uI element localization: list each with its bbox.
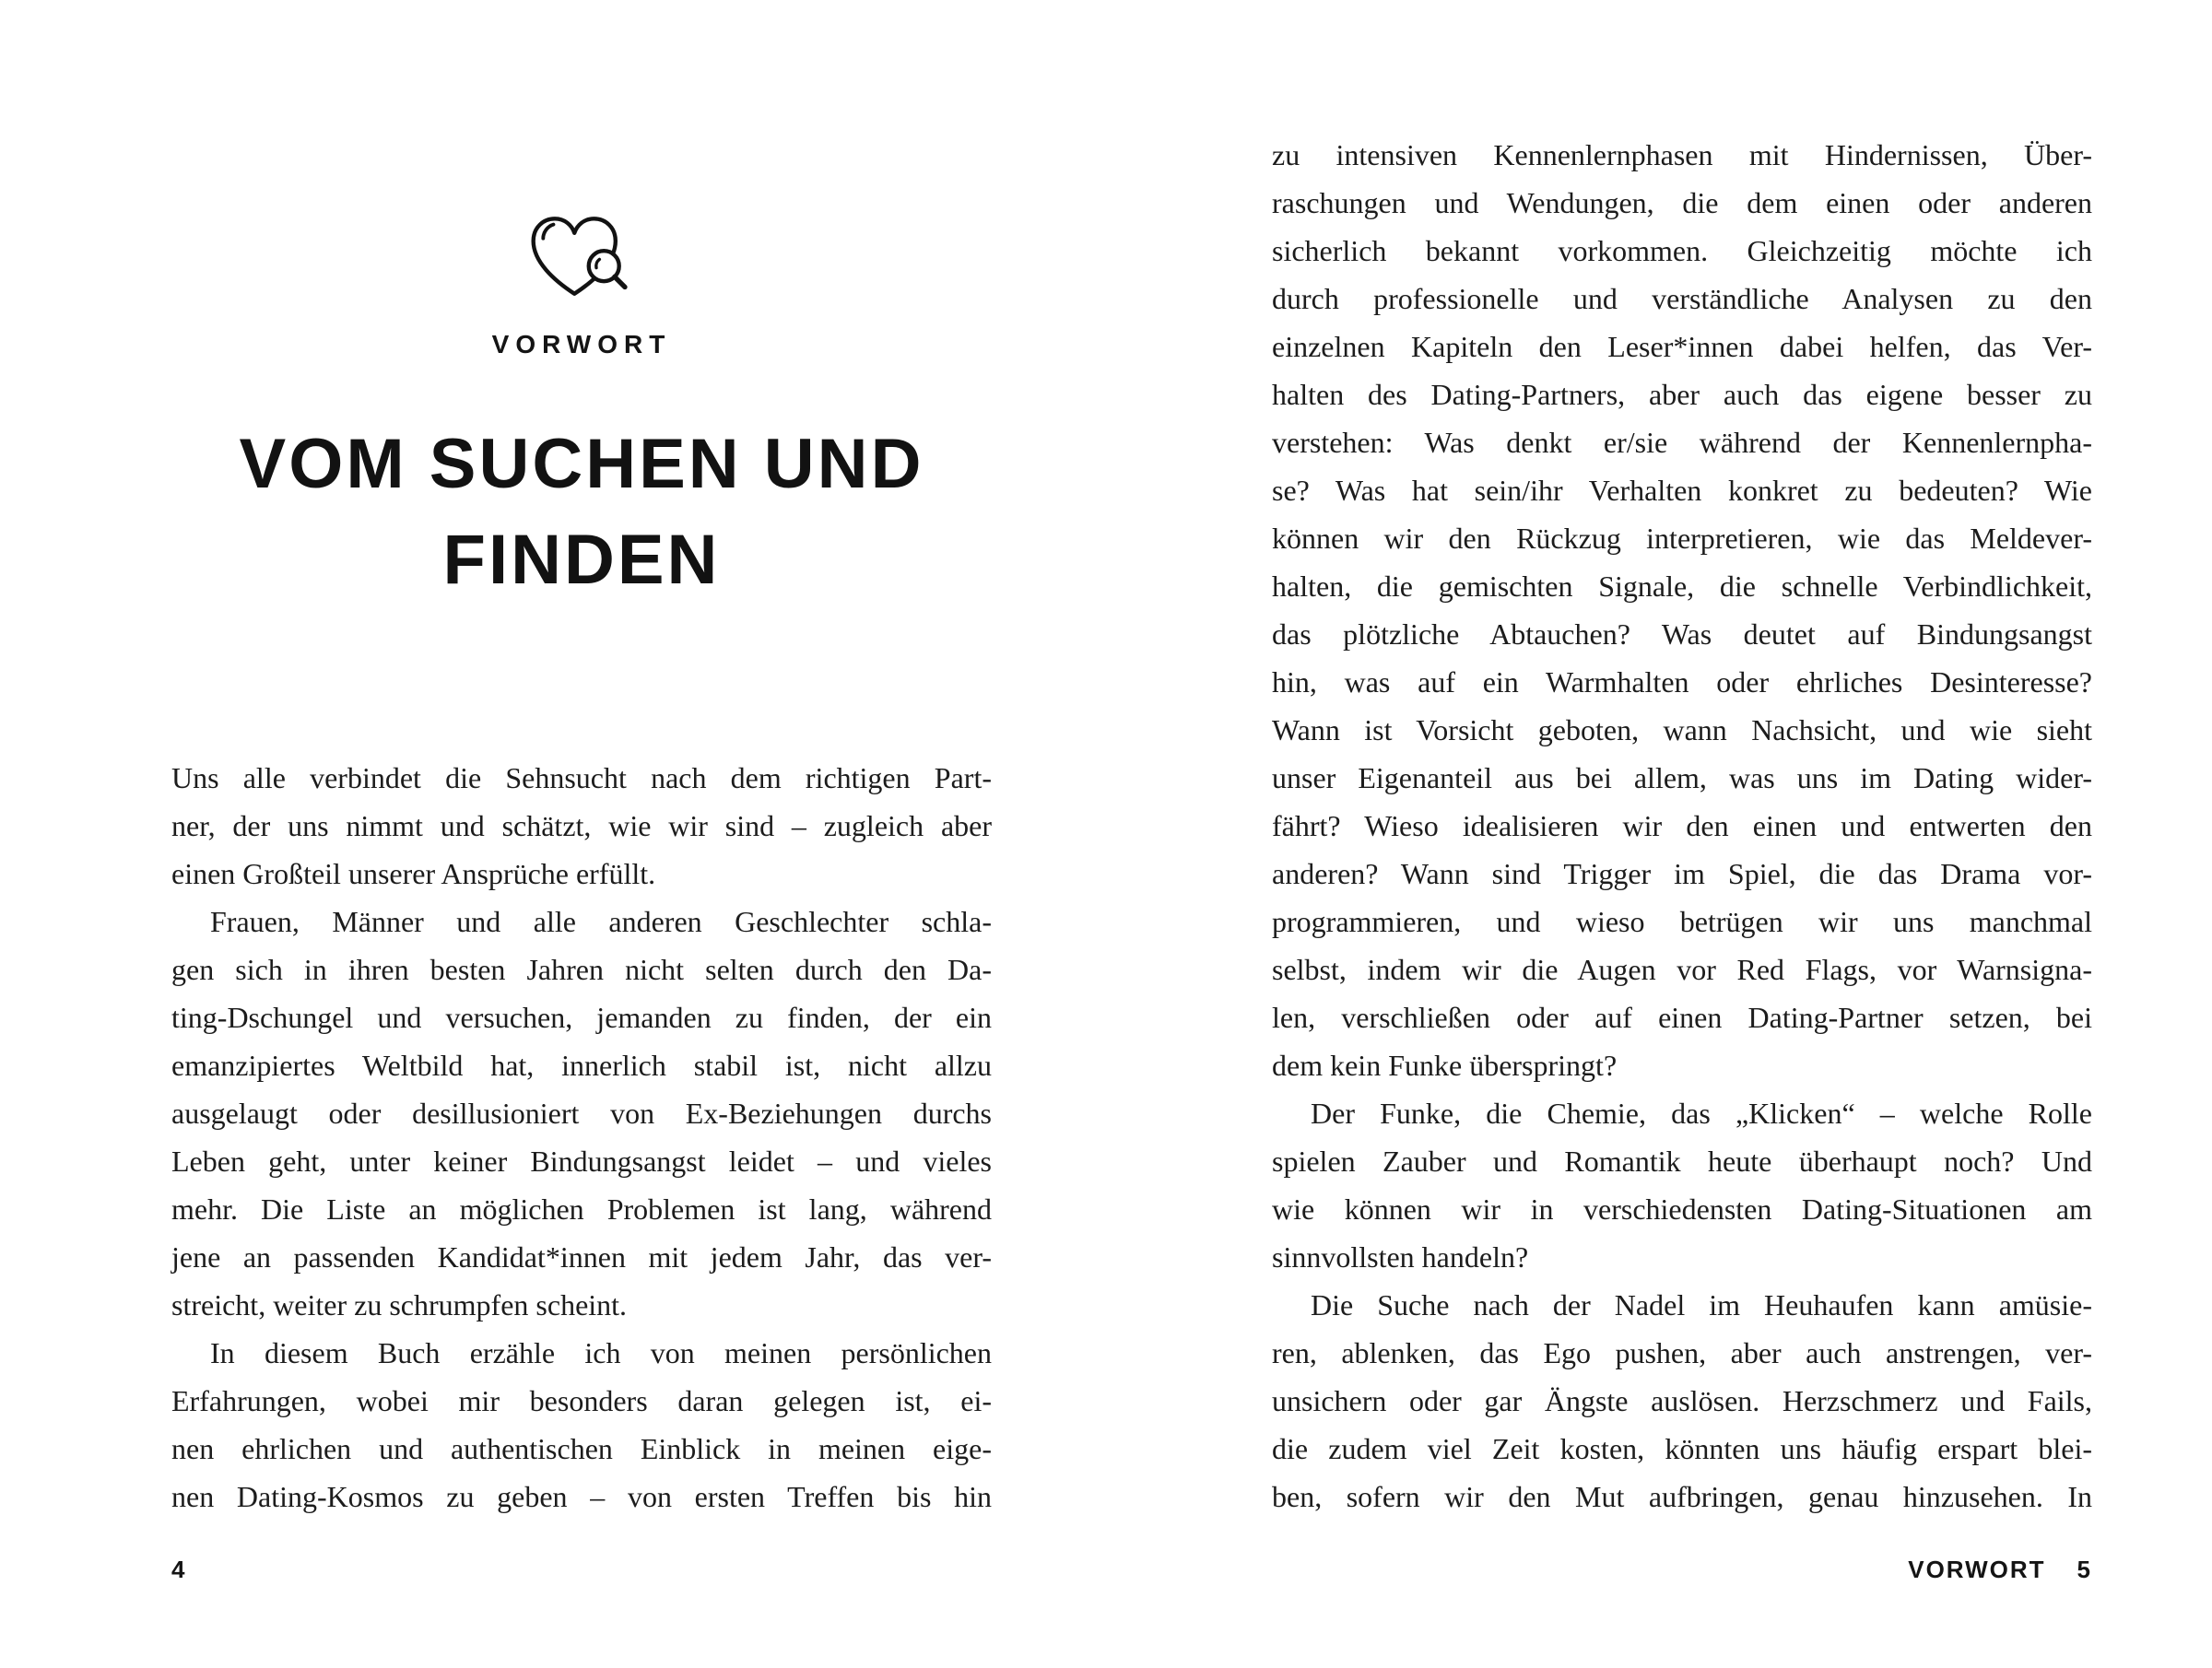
text-line: durch professionelle und verständliche Analysen zu den: [1272, 282, 2092, 315]
text-line: ting-Dschungel und versuchen, jemanden zu finden, der ein: [171, 1001, 992, 1034]
paragraph: [171, 754, 992, 898]
text-line: nen Dating-Kosmos zu geben – von ersten Treffen bis hin: [171, 1480, 992, 1513]
text-line: jene an passenden Kandidat*innen mit jedem Jahr, das ver-: [171, 1240, 992, 1274]
text-line: len, verschließen oder auf einen Dating-Partner setzen, bei: [1272, 1001, 2092, 1034]
text-line: Der Funke, die Chemie, das „Klicken“ – welche Rolle: [1311, 1097, 2092, 1130]
text-line: dem kein Funke überspringt?: [1272, 1049, 1618, 1082]
text-line: unser Eigenanteil aus bei allem, was uns im Dating wider-: [1272, 761, 2092, 794]
text-line: halten, die gemischten Signale, die schnelle Verbindlichkeit,: [1272, 570, 2092, 603]
left-body: [171, 754, 992, 1521]
text-line: mehr. Die Liste an möglichen Problemen ist lang, während: [171, 1192, 992, 1226]
text-line: einzelnen Kapiteln den Leser*innen dabei helfen, das Ver-: [1272, 330, 2092, 363]
text-line: wie können wir in verschiedensten Dating-Situationen am: [1272, 1192, 2092, 1226]
paragraph: [171, 1329, 992, 1521]
text-line: nen ehrlichen und authentischen Einblick in meinen eige-: [171, 1432, 992, 1465]
text-line: In diesem Buch erzähle ich von meinen persönlichen: [210, 1336, 992, 1369]
text-line: streicht, weiter zu schrumpfen scheint.: [171, 1288, 628, 1321]
text-line: Frauen, Männer und alle anderen Geschlechter schla-: [210, 905, 992, 938]
text-line: Leben geht, unter keiner Bindungsangst leidet – und vieles: [171, 1145, 992, 1178]
text-line: se? Was hat sein/ihr Verhalten konkret zu bedeuten? Wie: [1272, 474, 2092, 507]
text-line: sinnvollsten handeln?: [1272, 1240, 1529, 1274]
text-line: einen Großteil unserer Ansprüche erfüllt.: [171, 857, 656, 890]
text-line: Uns alle verbindet die Sehnsucht nach dem richtigen Part-: [171, 761, 992, 794]
text-line: sicherlich bekannt vorkommen. Gleichzeitig möchte ich: [1272, 234, 2092, 267]
text-line: die zudem viel Zeit kosten, könnten uns häufig erspart blei-: [1272, 1432, 2092, 1465]
chapter-title-line-1: VOM SUCHEN UND: [239, 425, 924, 503]
left-page-footer: [171, 1556, 992, 1584]
text-line: raschungen und Wendungen, die dem einen oder anderen: [1272, 186, 2092, 219]
chapter-title: [171, 417, 992, 608]
text-line: Erfahrungen, wobei mir besonders daran gelegen ist, ei-: [171, 1384, 992, 1417]
paragraph: [1272, 131, 2092, 1089]
right-page: [1272, 0, 2092, 1668]
left-page: [171, 0, 992, 1668]
text-line: programmieren, und wieso betrügen wir uns manchmal: [1272, 905, 2092, 938]
text-line: ben, sofern wir den Mut aufbringen, genau hinzusehen. In: [1272, 1480, 2092, 1513]
text-line: unsichern oder gar Ängste auslösen. Herzschmerz und Fails,: [1272, 1384, 2092, 1417]
text-line: gen sich in ihren besten Jahren nicht selten durch den Da-: [171, 953, 992, 986]
text-line: fährt? Wieso idealisieren wir den einen und entwerten den: [1272, 809, 2092, 842]
chapter-icon-wrap: [171, 210, 992, 309]
text-line: Wann ist Vorsicht geboten, wann Nachsicht, und wie sieht: [1272, 713, 2092, 746]
text-line: ren, ablenken, das Ego pushen, aber auch anstrengen, ver-: [1272, 1336, 2092, 1369]
paragraph: [171, 898, 992, 1329]
chapter-title-line-2: FINDEN: [442, 521, 721, 599]
left-page-number: 4: [171, 1556, 187, 1583]
text-line: Die Suche nach der Nadel im Heuhaufen kann amüsie-: [1311, 1288, 2092, 1321]
text-line: spielen Zauber und Romantik heute überhaupt noch? Und: [1272, 1145, 2092, 1178]
right-page-footer: [1272, 1556, 2092, 1584]
text-line: anderen? Wann sind Trigger im Spiel, die das Drama vor-: [1272, 857, 2092, 890]
kicker-label: VORWORT: [491, 330, 672, 358]
text-line: das plötzliche Abtauchen? Was deutet auf Bindungsangst: [1272, 617, 2092, 651]
text-line: verstehen: Was denkt er/sie während der Kennenlernpha-: [1272, 426, 2092, 459]
text-line: selbst, indem wir die Augen vor Red Flags, vor Warnsigna-: [1272, 953, 2092, 986]
text-line: ner, der uns nimmt und schätzt, wie wir sind – zugleich aber: [171, 809, 992, 842]
paragraph: [1272, 1089, 2092, 1281]
text-line: zu intensiven Kennenlernphasen mit Hindernissen, Über-: [1272, 138, 2092, 171]
text-line: ausgelaugt oder desillusioniert von Ex-Beziehungen durchs: [171, 1097, 992, 1130]
paragraph: [1272, 1281, 2092, 1521]
right-footer-label: VORWORT: [1908, 1556, 2046, 1583]
right-body: [1272, 131, 2092, 1521]
text-line: halten des Dating-Partners, aber auch das eigene besser zu: [1272, 378, 2092, 411]
text-line: können wir den Rückzug interpretieren, wie das Meldever-: [1272, 522, 2092, 555]
text-line: emanzipiertes Weltbild hat, innerlich stabil ist, nicht allzu: [171, 1049, 992, 1082]
heart-with-magnifier-icon: [524, 210, 640, 304]
right-page-number: 5: [2077, 1556, 2092, 1583]
text-line: hin, was auf ein Warmhalten oder ehrliches Desinteresse?: [1272, 665, 2092, 699]
